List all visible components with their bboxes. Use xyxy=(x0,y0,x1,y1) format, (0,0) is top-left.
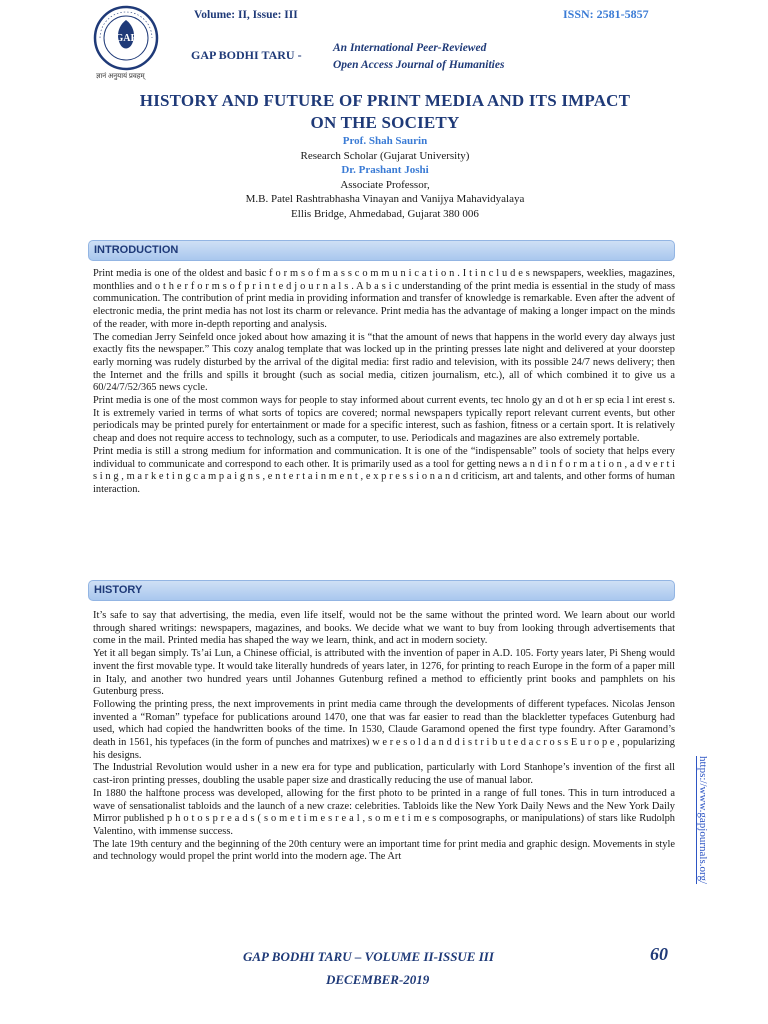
author1-name: Prof. Shah Saurin xyxy=(342,135,428,147)
issn: ISSN: 2581-5857 xyxy=(563,7,649,21)
history-heading: HISTORY xyxy=(94,584,143,596)
volume-issue: Volume: II, Issue: III xyxy=(194,9,298,21)
paragraph: Print media is one of the most common ways for people to stay informed about current events, tec hnolo gy an d ot h er sp ecia l int erest s. It is extremely varied in terms of what sorts of topics are covered; normal newspapers typically report relevant current events, but other periodicals may be printed purely for entertainment or made for a specific interest, such as fashion, fitness or a certain sport. It is relatively cheap and does not require access to technology, such as a computer, to use. Periodicals and magazines are also extremely portable. xyxy=(93,395,675,445)
paragraph: Yet it all began simply. Ts’ai Lun, a Chinese official, is attributed with the invention of paper in A.D. 105. Forty years later, Pi Sheng would invent the first movable type. It would take literally hundreds of years later, in 1276, for printing to reach Europe in the form of a paper mill in Italy, and another two hundred years until Johannes Gutenburg refined a method to efficiently print books and pamphlets on his Gutenburg press. xyxy=(93,648,675,698)
author-block xyxy=(90,134,680,221)
author2-address: Ellis Bridge, Ahmedabad, Gujarat 380 006 xyxy=(291,207,479,220)
paragraph: In 1880 the halftone process was developed, allowing for the first photo to be printed in a range of full tones. This in turn introduced a wave of sensationalist tabloids and the launch of a new craze: celebrities. Tabloids like the New York Daily News and the New York Daily Mirror published p h o t o s p r e a d s ( s o m e t i m e s r e a l , s o m e t i m e s composographs, or manipulations) of stars like Rudolph Valentino, with immense success. xyxy=(93,787,675,837)
history-heading-bar xyxy=(88,580,675,601)
svg-text:GAP: GAP xyxy=(115,33,137,44)
journal-name: GAP BODHI TARU - xyxy=(191,48,302,62)
journal-logo xyxy=(90,4,162,76)
history-body xyxy=(93,610,675,864)
introduction-body xyxy=(93,268,675,497)
paragraph: It’s safe to say that advertising, the media, even life itself, would not be the same without the printed word. We learn about our world through shared writings: newspapers, magazines, and books. We decide what we want to buy from looking through advertisements that come in the mail. Printed media has shaped the way we learn, think, and act in modern society. xyxy=(93,610,675,647)
journal-tagline xyxy=(333,40,504,74)
author2-name: Dr. Prashant Joshi xyxy=(341,164,429,176)
tagline-line1: An International Peer-Reviewed xyxy=(333,42,487,54)
introduction-heading: INTRODUCTION xyxy=(94,244,179,256)
paragraph: The comedian Jerry Seinfeld once joked about how amazing it is “that the amount of news that happens in the world every day always just exactly fits the newspaper.” This cozy analog template that was locked up in the printing presses late night and delivered at your doorstep early morning was rudely disturbed by the arrival of the digital media: first radio and television, with its possible 24/7 news delivery; then the Internet and the frills and spills it brought (such as social media, citizen journalism, etc.), all of which combined it to give us a 60/24/7/52/365 news cycle. xyxy=(93,331,675,394)
author2-affiliation: M.B. Patel Rashtrabhasha Vinayan and Vanijya Mahavidyalaya xyxy=(245,193,525,205)
article-title xyxy=(90,90,680,134)
footer-date: DECEMBER-2019 xyxy=(326,972,430,987)
paragraph: The late 19th century and the beginning of the 20th century were an important time for print media and graphic design. Movements in style and technology would propel the print world into the modern age. The Art xyxy=(93,838,675,863)
title-line2: ON THE SOCIETY xyxy=(310,113,460,132)
title-line1: HISTORY AND FUTURE OF PRINT MEDIA AND ITS IMPACT xyxy=(139,91,631,110)
logo-motto: ज्ञानं अनुयायं प्रवहम् xyxy=(96,72,145,80)
paragraph: Print media is one of the oldest and basic f o r m s o f m a s s c o m m u n i c a t i o n . I t i n c l u d e s newspapers, weeklies, magazines, monthlies and o t h e r f o r m s o f p r i n t e d j o u r n a l s . A b a s i c understanding of the print media is essential in the study of mass communication. The contribution of print media in providing information and transfer of knowledge is remarkable. Even after the advent of electronic media, the print media has not lost its charm or relevance. Print media has the advantage of making a longer impact on the minds of the reader, with more in-depth reporting and analysis. xyxy=(93,268,675,330)
page-number: 60 xyxy=(650,944,668,964)
author1-affiliation: Research Scholar (Gujarat University) xyxy=(300,149,470,162)
tagline-line2: Open Access Journal of Humanities xyxy=(333,59,505,71)
paragraph: Following the printing press, the next improvements in print media came through the developments of different typefaces. Nicolas Jenson invented a “Roman” typeface for publications around 1470, one that was far easier to read than the blackletter typefaces Gutenburg had used, which had copied the handwritten books of the time. In 1530, Claude Garamond opened the first type foundry. After Garamond’s death in 1561, his typefaces (in the form of punches and matrixes) w e r e s o l d a n d d i s t r i b u t e d a c r o s s E u r o p e , popularizing his designs. xyxy=(93,698,675,761)
paragraph: Print media is still a strong medium for information and communication. It is one of the “indispensable” tools of society that helps every individual to communicate and correspond to each other. It is primarily used as a tool for getting news a n d i n f o r m a t i o n , a d v e r t i s i n g , m a r k e t i n g c a m p a i g n s , e n t e r t a i n m e n t , e x p r e s s i o n a n d criticism, art and talents, and other forms of human interaction. xyxy=(93,445,675,495)
footer-journal-issue: GAP BODHI TARU – VOLUME II-ISSUE III xyxy=(243,949,494,964)
paragraph: The Industrial Revolution would usher in a new era for type and publication, particularly with Lord Stanhope’s invention of the first all cast-iron printing presses, doubling the usable paper size and drastically reducing the use of manual labor. xyxy=(93,762,675,787)
journal-website-link[interactable]: https://www.gapjournals.org/ xyxy=(697,756,709,885)
introduction-heading-bar xyxy=(88,240,675,261)
author2-role: Associate Professor, xyxy=(340,178,430,191)
